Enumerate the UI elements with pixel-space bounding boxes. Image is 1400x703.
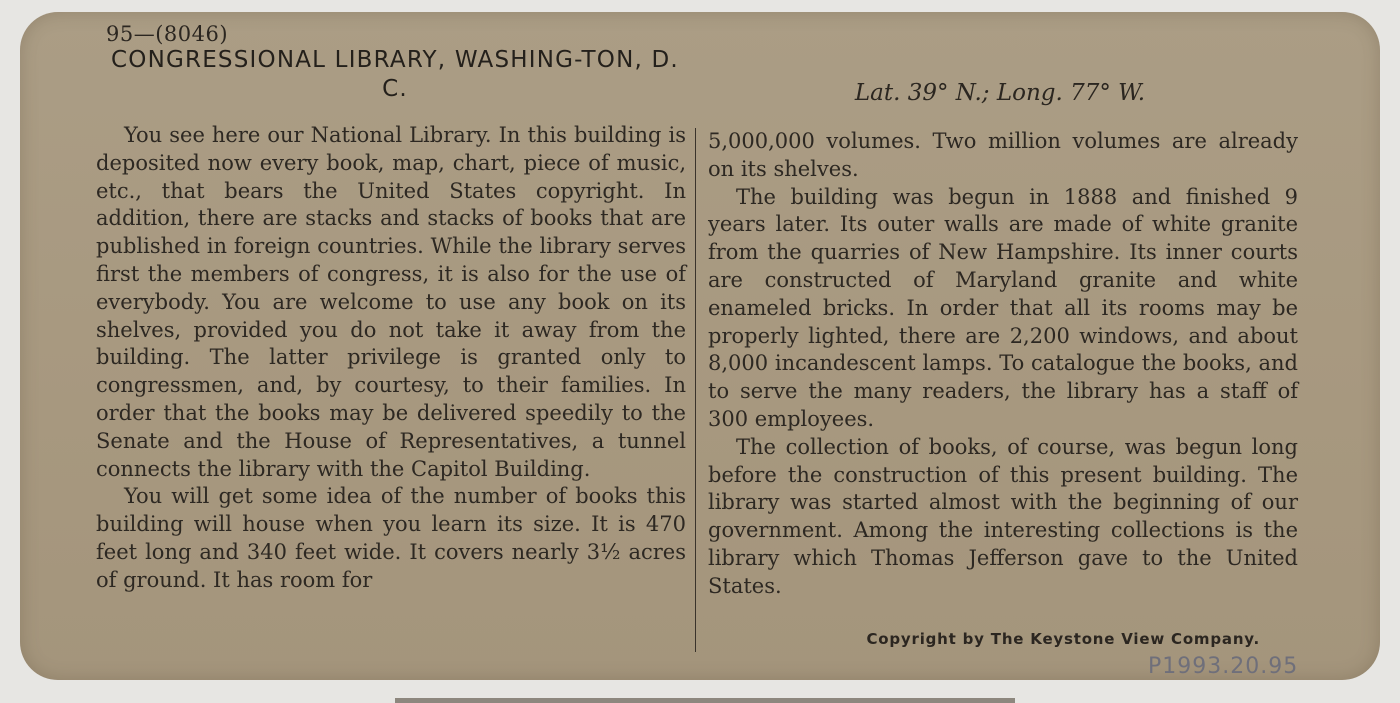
lat-long: Lat. 39° N.; Long. 77° W.: [854, 80, 1146, 106]
scanner-edge: [395, 698, 1015, 703]
paragraph: 5,000,000 volumes. Two million volumes are already on its shelves.: [708, 129, 1298, 181]
column-divider: [695, 128, 696, 652]
paragraph: You will get some idea of the number of books this building will house when you learn its size. It is 470 feet long and 340 feet wide. It covers nearly 3½ acres of ground. It has room for: [96, 484, 686, 592]
right-column: [708, 128, 1298, 601]
paragraph: The collection of books, of course, was begun long before the construction of this present building. The library was started almost with the beginning of our government. Among the interesting collections is the library which Thomas Jefferson gave to the United States.: [708, 434, 1298, 598]
card-title: CONGRESSIONAL LIBRARY, WASHING-TON, D. C.: [111, 47, 679, 102]
accession-number: P1993.20.95: [1148, 654, 1299, 679]
left-column: [96, 122, 686, 595]
paragraph: You see here our National Library. In this building is deposited now every book, map, chart, piece of music, etc., that bears the United States copyright. In addition, there are stacks and stacks of books that are published in foreign countries. While the library serves first the members of congress, it is also for the use of everybody. You are welcome to use any book on its shelves, provided you do not take it away from the building. The latter privilege is granted only to congressmen, and, by courtesy, to their families. In order that the books may be delivered speedily to the Senate and the House of Representatives, a tunnel connects the library with the Capitol Building.: [96, 123, 686, 481]
paragraph: The building was begun in 1888 and finished 9 years later. Its outer walls are made of white granite from the quarries of New Hampshire. Its inner courts are constructed of Maryland granite and white enameled bricks. In order that all its rooms may be properly lighted, there are 2,200 windows, and about 8,000 incandescent lamps. To catalogue the books, and to serve the many readers, the library has a staff of 300 employees.: [708, 184, 1298, 431]
copyright-line: Copyright by The Keystone View Company.: [866, 630, 1260, 648]
stereoview-card-back: [20, 12, 1380, 680]
catalog-number: 95—(8046): [106, 22, 229, 46]
